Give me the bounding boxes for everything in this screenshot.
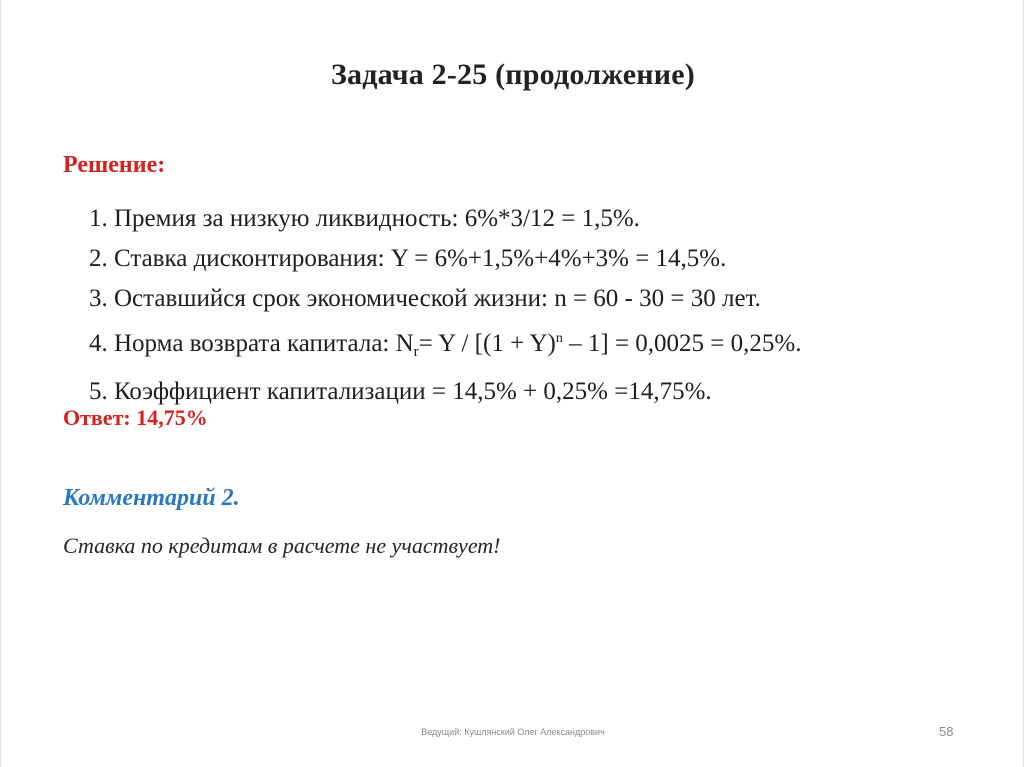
footer-presenter: Ведущий: Кушлянский Олег Александрович xyxy=(421,727,605,737)
solution-step-3: 3. Оставшийся срок экономической жизни: n = 60 - 30 = 30 лет. xyxy=(89,285,761,312)
step-4-superscript: n xyxy=(555,331,563,346)
solution-steps xyxy=(89,199,801,412)
answer-label: Ответ: 14,75% xyxy=(63,405,208,430)
solution-label: Решение: xyxy=(63,152,166,178)
slide-title: Задача 2-25 (продолжение) xyxy=(331,58,695,91)
step-4-suffix: – 1] = 0,0025 = 0,25%. xyxy=(562,330,802,357)
solution-step-5: 5. Коэффициент капитализации = 14,5% + 0,25% =14,75%. xyxy=(89,378,712,405)
comment-title: Комментарий 2. xyxy=(63,485,240,511)
step-4-prefix: 4. Норма возврата капитала: N xyxy=(89,330,414,357)
step-4-subscript: r xyxy=(413,344,419,360)
page-number: 58 xyxy=(939,724,954,739)
step-4-middle: = Y / [(1 + Y) xyxy=(418,330,556,357)
solution-step-2: 2. Ставка дисконтирования: Y = 6%+1,5%+4%+3% = 14,5%. xyxy=(89,245,727,272)
comment-text: Ставка по кредитам в расчете не участвует! xyxy=(63,533,501,558)
solution-step-4 xyxy=(89,319,801,372)
solution-step-1: 1. Премия за низкую ликвидность: 6%*3/12 = 1,5%. xyxy=(89,205,640,232)
